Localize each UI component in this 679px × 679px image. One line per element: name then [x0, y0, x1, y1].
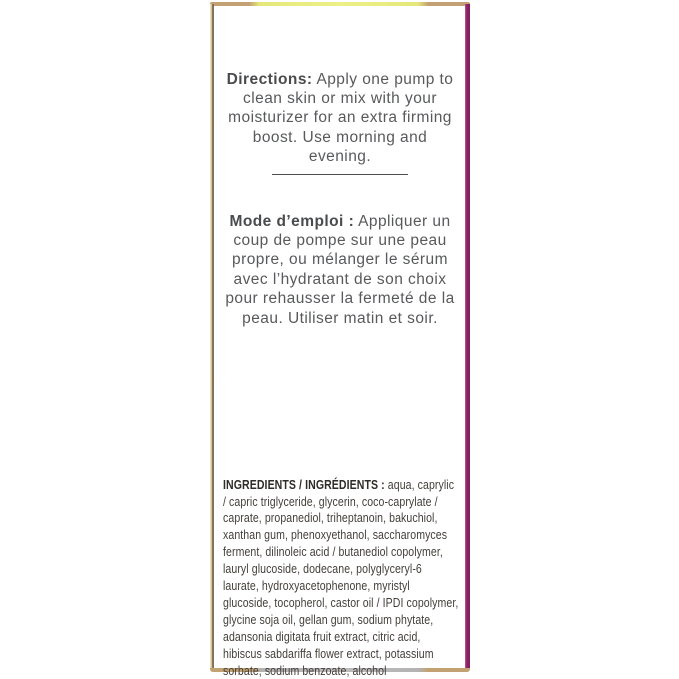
directions-english	[222, 70, 458, 167]
section-divider-line	[272, 174, 408, 175]
package-top-edge	[210, 2, 470, 6]
directions-english-label: Directions:	[226, 70, 313, 88]
ingredients-list	[223, 477, 459, 679]
directions-french-text: Appliquer un coup de pompe sur une peau propre, ou mélanger le sérum avec l’hydratant de son choix pour rehausser la fermeté de la peau. Utiliser matin et soir.	[225, 212, 455, 327]
ingredients-label: INGREDIENTS / INGRÉDIENTS :	[223, 477, 385, 492]
package-right-edge	[465, 4, 470, 668]
directions-english-text: Apply one pump to clean skin or mix with your moisturizer for an extra firming boost. Use morning and evening.	[228, 70, 454, 166]
package-back-panel	[210, 2, 470, 678]
ingredients-text: aqua, caprylic / capric triglyceride, glycerin, coco-caprylate / caprate, propanediol, triheptanoin, bakuchiol, xanthan gum, phenoxyethanol, saccharomyces ferment, dilinoleic acid / butanediol copolymer, lauryl glucoside, dodecane, polyglyceryl-6 laurate, hydroxyacetophenone, myristyl glucoside, tocopherol, castor oil / IPDI copolymer, glycine soja oil, gellan gum, sodium phytate, adansonia digitata fruit extract, citric acid, hibiscus sabdariffa flower extract, potassium sorbate, sodium benzoate, alcohol	[223, 477, 459, 678]
package-left-edge	[210, 4, 214, 669]
directions-french	[222, 212, 458, 328]
directions-french-label: Mode d’emploi :	[229, 212, 355, 230]
